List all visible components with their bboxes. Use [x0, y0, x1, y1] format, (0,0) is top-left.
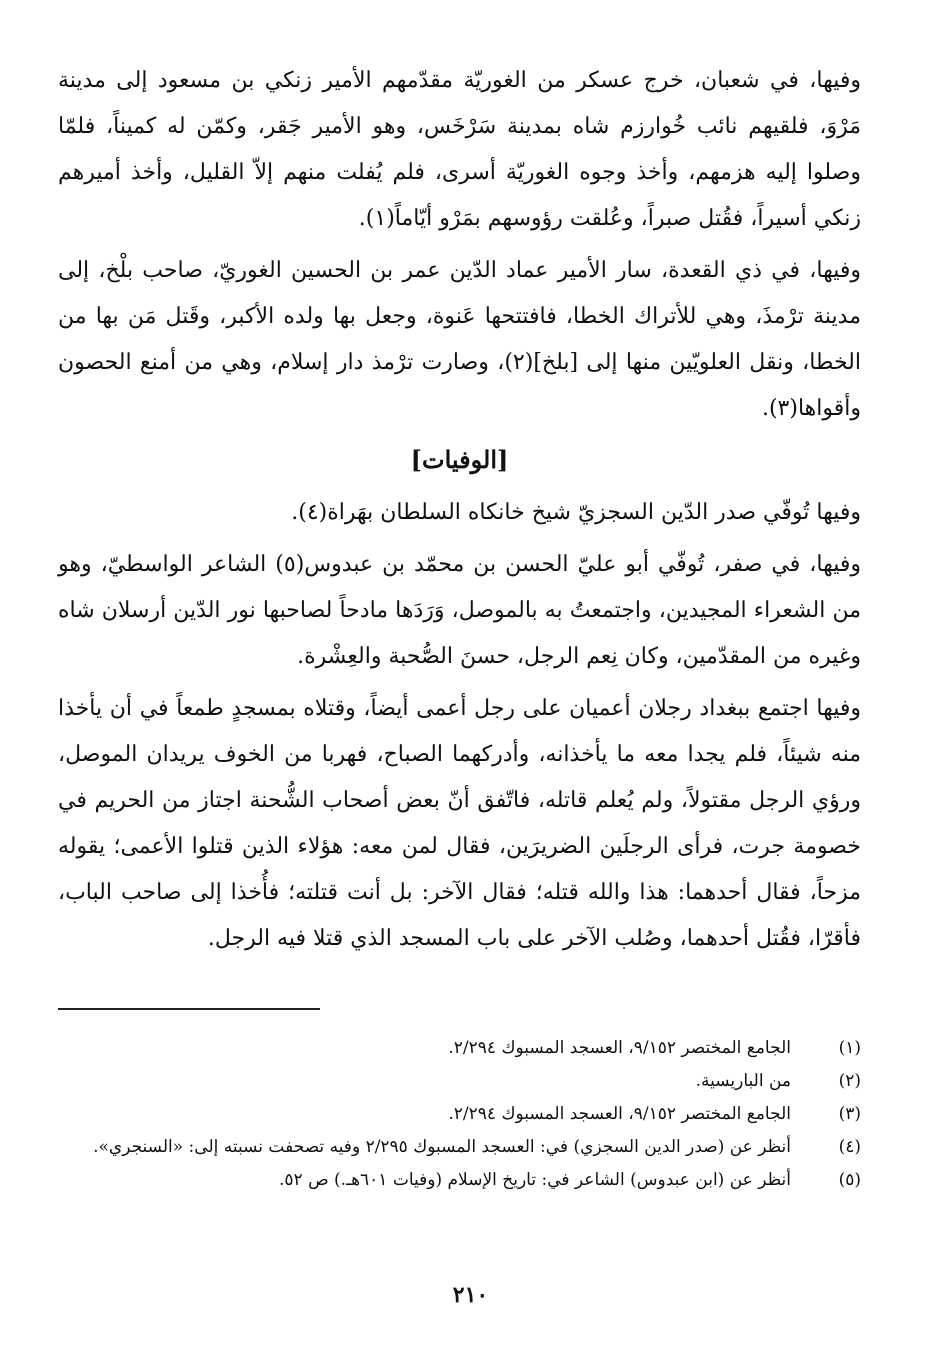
footnote-3 — [58, 1098, 861, 1131]
footnote-text: الجامع المختصر ٩/١٥٢، العسجد المسبوك ٢/٢٩٤. — [448, 1038, 791, 1058]
footnote-text: أنظر عن (صدر الدين السجزي) في: العسجد المسبوك ٢/٢٩٥ وفيه تصحفت نسبته إلى: «السنجري». — [93, 1137, 791, 1157]
footnote-divider — [58, 1008, 320, 1010]
footnote-4 — [58, 1131, 861, 1164]
footnote-number: (٤) — [838, 1137, 861, 1157]
footnotes-list — [58, 1032, 861, 1197]
footnote-5 — [58, 1164, 861, 1197]
footnote-1 — [58, 1032, 861, 1065]
paragraph-termez-conquest: وفيها، في ذي القعدة، سار الأمير عماد الدّين عمر بن الحسين الغوريّ، صاحب بلْخ، إلى مدينة ترْمذَ، وهي للأتراك الخطا، فافتتحها عَنوة، وجعل بها ولده الأكبر، وقَتل مَن بها من الخطا، ونقل العلويّين منها إلى [بلخ](٢)، وصارت ترْمذ دار إسلام، وهي من أمنع الحصون وأقواها(٣). — [58, 258, 861, 421]
page-number: ٢١٠ — [452, 1282, 489, 1308]
footnote-text: من الباريسية. — [695, 1071, 791, 1091]
section-heading-deaths: [الوفيات] — [410, 445, 509, 474]
footnote-text: أنظر عن (ابن عبدوس) الشاعر في: تاريخ الإسلام (وفيات ٦٠١هـ.) ص ٥٢. — [279, 1170, 791, 1190]
paragraph-death-ibn-abdus: وفيها، في صفر، تُوفّي أبو عليّ الحسن بن محمّد بن عبدوس(٥) الشاعر الواسطيّ، وهو من الشعراء المجيدين، واجتمعتُ به بالموصل، وَرَدَها مادحاً لصاحبها نور الدّين أرسلان شاه وغيره من المقدّمين، وكان نِعم الرجل، حسنَ الصُّحبة والعِشْرة. — [58, 552, 861, 669]
footnote-2 — [58, 1065, 861, 1098]
footnote-number: (٥) — [838, 1170, 861, 1190]
footnote-number: (٢) — [838, 1071, 861, 1091]
paragraph-death-sijzi: وفيها تُوفّي صدر الدّين السجزيّ شيخ خانكاه السلطان بهَراة(٤). — [291, 500, 861, 525]
footnote-text: الجامع المختصر ٩/١٥٢، العسجد المسبوك ٢/٢٩٤. — [448, 1104, 791, 1124]
footnote-number: (١) — [838, 1038, 861, 1058]
paragraph-baghdad-incident: وفيها اجتمع ببغداد رجلان أعميان على رجل أعمى أيضاً، وقتلاه بمسجدٍ طمعاً في أن يأخذا منه شيئاً، فلم يجدا معه ما يأخذانه، وأدركهما الصباح، فهربا من الخوف يريدان الموصل، ورؤي الرجل مقتولاً، ولم يُعلم قاتله، فاتّفق أنّ بعض أصحاب الشُّحنة اجتاز من الحريم في خصومة جرت، فرأى الرجلَين الضريرَين، فقال لمن معه: هؤلاء الذين قتلوا الأعمى؛ يقوله مزحاً، فقال أحدهما: هذا والله قتله؛ فقال الآخر: بل أنت قتلته؛ فأُخذا إلى صاحب الباب، فأقرّا، فقُتل أحدهما، وصُلب الآخر على باب المسجد الذي قتلا فيه الرجل. — [58, 696, 862, 951]
paragraph-ghurid-campaign: وفيها، في شعبان، خرج عسكر من الغوريّة مقدّمهم الأمير زنكي بن مسعود إلى مدينة مَرْوَ، فلقيهم نائب خُوارزم شاه بمدينة سَرْخَس، وهو الأمير جَقر، وكمّن له كميناً، فلمّا وصلوا إليه هزمهم، وأخذ وجوه الغوريّة أسرى، فلم يُفلت منهم إلاّ القليل، وأخذ أميرهم زنكي أسيراً، فقُتل صبراً، وعُلقت رؤوسهم بمَرْو أيّاماً(١). — [58, 68, 861, 231]
footnote-number: (٣) — [838, 1104, 861, 1124]
